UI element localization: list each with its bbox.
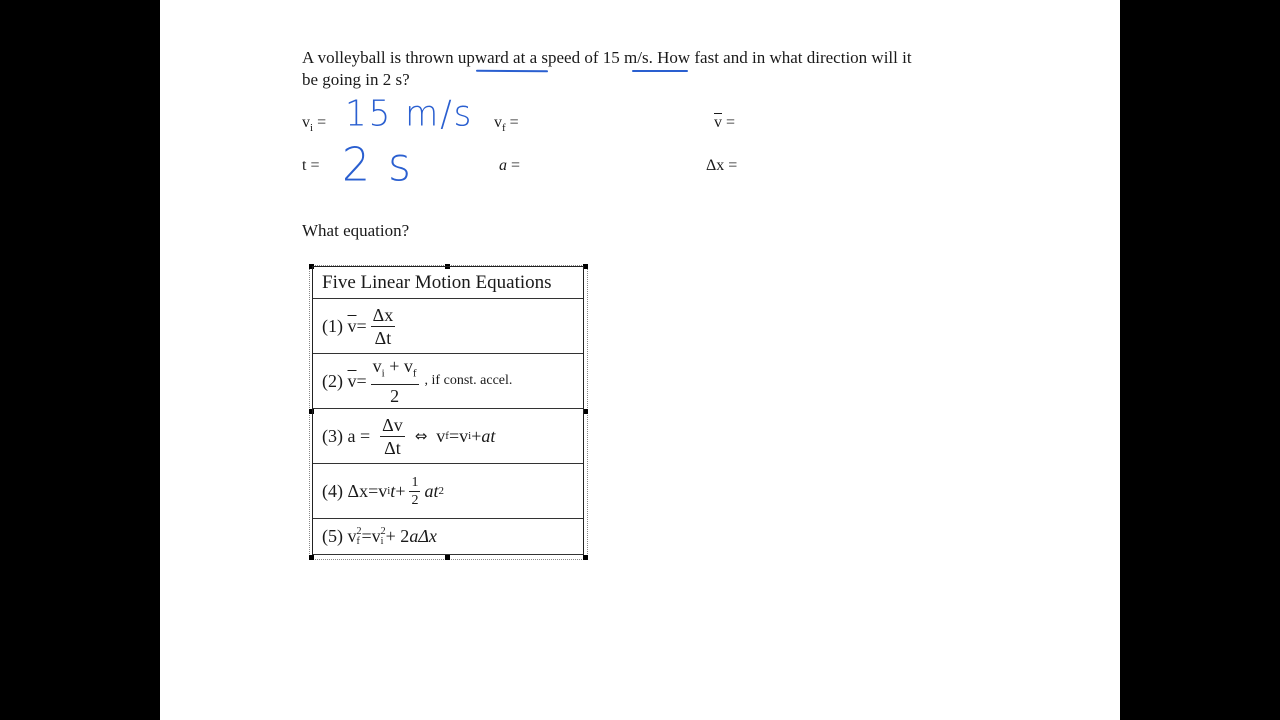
resize-handle-bm[interactable] [445,555,450,560]
underlined-phrase-upward: upward at [457,48,526,67]
resize-handle-br[interactable] [583,555,588,560]
t-label: t = [302,157,320,174]
equations-table [312,266,584,555]
dx-label: Δx = [706,157,738,174]
vi-label: $v_i$ = [302,114,327,135]
equation-row-3: (3) a = $\frac{\Delta v}{\Delta t}$ ⇔ v f = v i + at [313,409,583,464]
t-handwritten-value: 2 s [342,138,413,193]
ink-underline-speed [632,70,688,72]
equation-row-4: (4) Δx= v i t + $\frac{1}{2}$ at 2 [313,464,583,519]
equation-row-5: (5) v 2 f = v 2 i + 2 aΔx [313,519,583,555]
resize-handle-bl[interactable] [309,555,314,560]
problem-statement: A volleyball is thrown upward at a speed of 15 m/s. How fast and in what direction will it be going in 2 s? [302,48,912,89]
equation-row-1: (1) $\overline{v}$ = $\frac{\Delta x}{\Delta t}$ [313,299,583,354]
document-page [160,0,1120,720]
a-label: a = [499,157,521,174]
vi-handwritten-value: 15 m/s [345,93,474,135]
equivalence-arrow-icon: ⇔ [414,427,428,445]
equation-row-2: (2) $\overline{v}$ = $\frac{v_i + v_f}{2}$ , if const. accel. [313,354,583,409]
vf-label: $v_f$ = [494,114,519,135]
question-text: What equation? [302,221,410,240]
table-title-row: Five Linear Motion Equations [313,266,583,299]
vavg-label: $\overline{v}$ = [714,114,736,131]
underlined-phrase-speed: 15 m/s [602,48,649,67]
